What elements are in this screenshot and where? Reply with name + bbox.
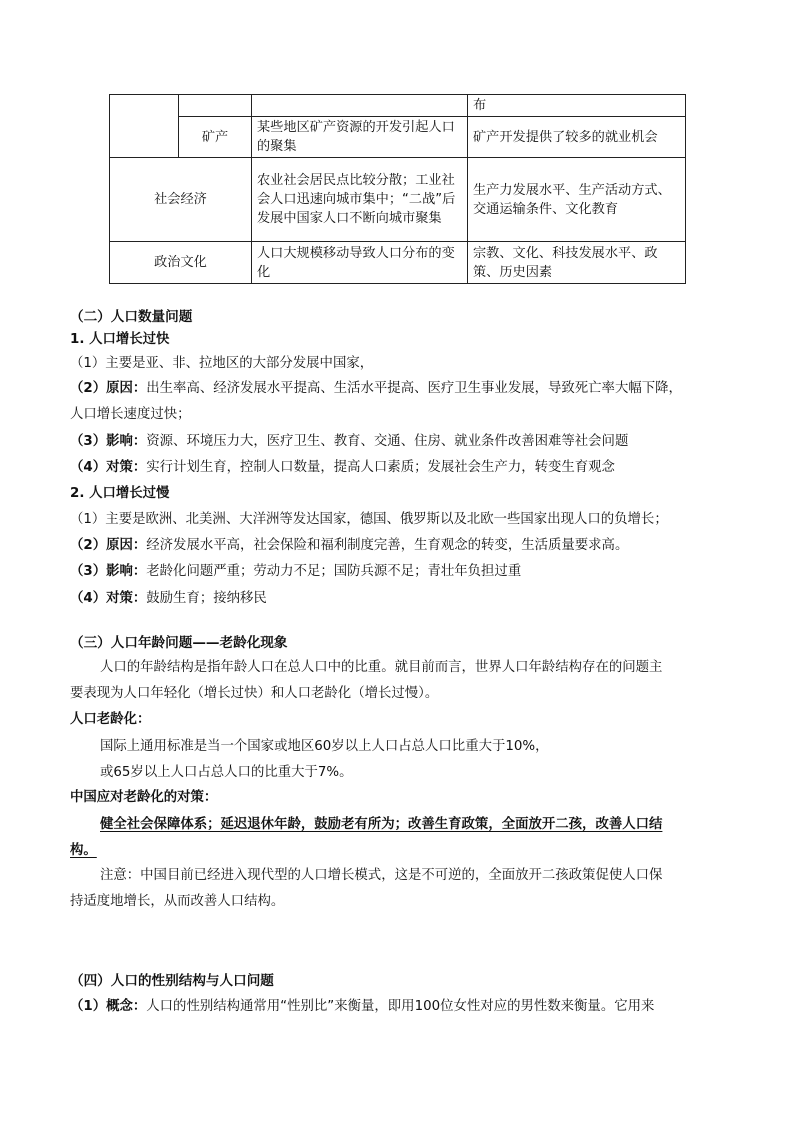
paragraph-line: 健全社会保障体系；延迟退休年龄，鼓励老有所为；改善生育政策，全面放开二孩，改善人口结 — [100, 817, 663, 832]
paragraph-line: 要表现为人口年轻化（增长过快）和人口老龄化（增长过慢）。 — [70, 686, 439, 701]
paragraph-line: 注意：中国目前已经进入现代型的人口增长模式，这是不可逆的，全面放开二孩政策促使人口保 — [100, 868, 663, 883]
paragraph-line: 持适度地增长，从而改善人口结构。 — [70, 894, 285, 909]
table-cell: 人口大规模移动导致人口分布的变化 — [252, 242, 468, 284]
item-label: （2）原因： — [70, 381, 147, 396]
table-cell: 政治文化 — [110, 242, 252, 284]
paragraph-line: （1）主要是亚、非、拉地区的大部分发展中国家， — [70, 356, 374, 371]
item-label: （3）影响： — [70, 434, 147, 449]
paragraph-line — [70, 431, 628, 453]
paragraph-line: 人口增长速度过快； — [70, 407, 191, 422]
section-heading: （二）人口数量问题 — [70, 309, 193, 325]
item-text: 鼓励生育；接纳移民 — [146, 591, 267, 606]
paragraph-line: （1）主要是欧洲、北美洲、大洋洲等发达国家，德国、俄罗斯以及北欧一些国家出现人口的负增长； — [70, 512, 668, 527]
subsection-title: 1. 人口增长过快 — [70, 332, 170, 347]
item-text: 出生率高、经济发展水平提高、生活水平提高、医疗卫生事业发展，导致死亡率大幅下降， — [146, 381, 682, 396]
table-cell — [110, 95, 179, 158]
table-cell: 布 — [468, 95, 686, 117]
table-cell: 矿产开发提供了较多的就业机会 — [468, 117, 686, 158]
item-label: （4）对策： — [70, 591, 147, 606]
paragraph-line: 国际上通用标准是当一个国家或地区60岁以上人口占总人口比重大于10%， — [100, 739, 549, 754]
paragraph-line — [70, 535, 628, 557]
item-label: （2）原因： — [70, 538, 147, 553]
table-row — [110, 117, 686, 158]
table-cell: 某些地区矿产资源的开发引起人口的聚集 — [252, 117, 468, 158]
table-row — [110, 95, 686, 117]
section-heading: （三）人口年龄问题——老龄化现象 — [70, 635, 288, 651]
item-label: （1）概念： — [70, 999, 147, 1014]
subsection-title: 2. 人口增长过慢 — [70, 486, 170, 501]
item-label: （4）对策： — [70, 460, 147, 475]
paragraph-line: 人口的年龄结构是指年龄人口在总人口中的比重。就目前而言，世界人口年龄结构存在的问题主 — [100, 660, 663, 675]
table-cell: 社会经济 — [110, 158, 252, 242]
factor-table — [109, 94, 686, 284]
item-text: 老龄化问题严重；劳动力不足；国防兵源不足；青壮年负担过重 — [146, 564, 522, 579]
item-text: 人口的性别结构通常用“性别比”来衡量，即用100位女性对应的男性数来衡量。它用来 — [146, 999, 655, 1014]
paragraph-line: 构。 — [70, 843, 97, 858]
table-row — [110, 242, 686, 284]
table-row — [110, 158, 686, 242]
table-cell — [179, 95, 252, 117]
item-text: 实行计划生育，控制人口数量，提高人口素质；发展社会生产力，转变生育观念 — [146, 460, 615, 475]
paragraph-line — [70, 996, 654, 1018]
item-text: 经济发展水平高，社会保险和福利制度完善，生育观念的转变，生活质量要求高。 — [146, 538, 629, 553]
table-cell: 宗教、文化、科技发展水平、政策、历史因素 — [468, 242, 686, 284]
table-cell: 生产力发展水平、生产活动方式、交通运输条件、文化教育 — [468, 158, 686, 242]
item-label: （3）影响： — [70, 564, 147, 579]
paragraph-line — [70, 378, 682, 400]
paragraph-line: 或65岁以上人口占总人口的比重大于7%。 — [100, 765, 353, 780]
subsection-title: 人口老龄化： — [70, 712, 151, 727]
paragraph-line — [70, 561, 521, 583]
section-heading: （四）人口的性别结构与人口问题 — [70, 973, 274, 989]
table-cell: 矿产 — [179, 117, 252, 158]
paragraph-line — [70, 588, 267, 610]
subsection-title: 中国应对老龄化的对策： — [70, 790, 218, 805]
paragraph-line — [70, 457, 615, 479]
table-cell: 农业社会居民点比较分散；工业社会人口迅速向城市集中；“二战”后发展中国家人口不断向城市聚集 — [252, 158, 468, 242]
table-cell — [252, 95, 468, 117]
item-text: 资源、环境压力大，医疗卫生、教育、交通、住房、就业条件改善困难等社会问题 — [146, 434, 629, 449]
